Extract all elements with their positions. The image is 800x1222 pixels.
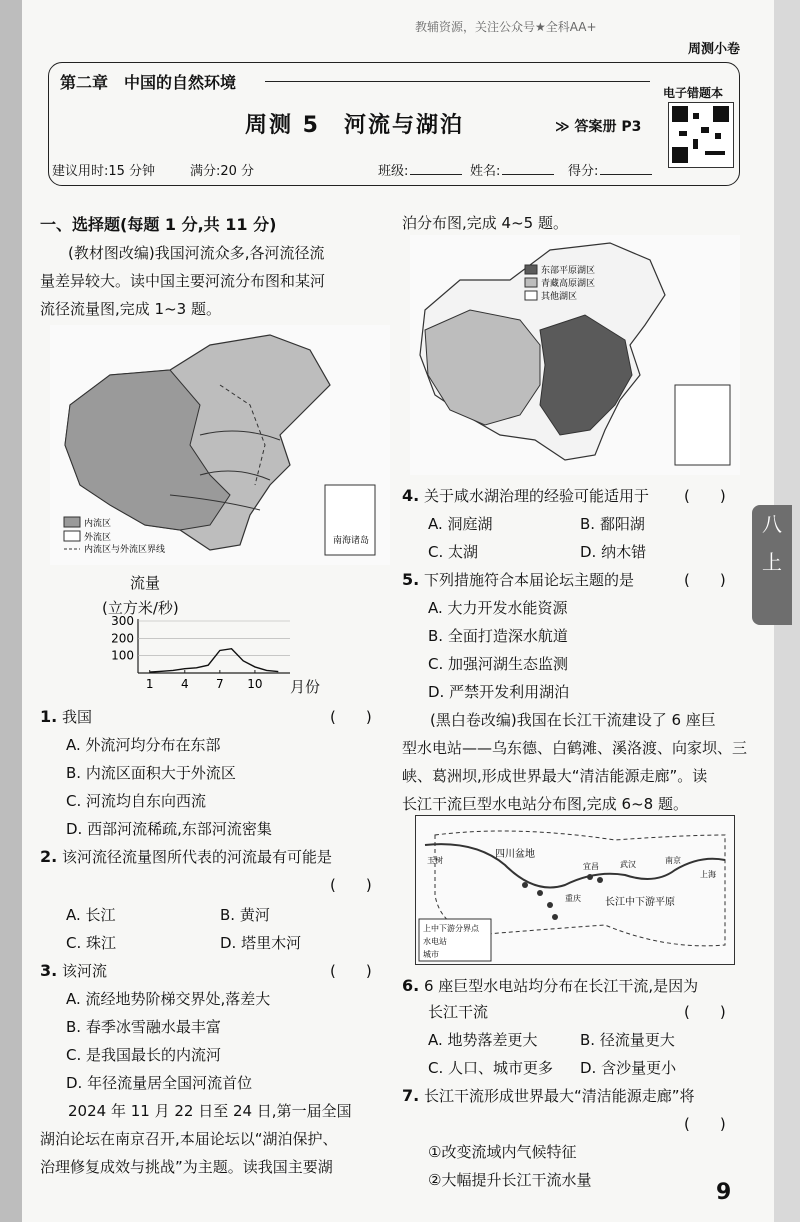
- score-blank[interactable]: [600, 174, 652, 175]
- q1-answer-paren[interactable]: ( ): [330, 708, 372, 726]
- intro3-line-3: 峡、葛洲坝,形成世界最大“清洁能源走廊”。读: [402, 767, 708, 785]
- side-tab-term: 上: [762, 550, 782, 574]
- q7-stem: [402, 1085, 695, 1106]
- legend-city: 城市: [423, 950, 439, 959]
- q4-number: 4.: [402, 486, 420, 505]
- q4-option-c[interactable]: C. 太湖: [428, 543, 479, 561]
- q5-number: 5.: [402, 570, 420, 589]
- q4-option-b[interactable]: B. 鄱阳湖: [580, 515, 645, 533]
- q2-option-d[interactable]: D. 塔里木河: [220, 934, 302, 952]
- q1-option-b[interactable]: B. 内流区面积大于外流区: [66, 764, 236, 782]
- q3-option-a[interactable]: A. 流经地势阶梯交界处,落差大: [66, 990, 271, 1008]
- q6-option-d[interactable]: D. 含沙量更小: [580, 1059, 677, 1077]
- q5-stem: [402, 569, 634, 590]
- q3-option-d[interactable]: D. 年径流量居全国河流首位: [66, 1074, 253, 1092]
- chart-x-tick-label: 1: [145, 677, 154, 690]
- q5-option-b[interactable]: B. 全面打造深水航道: [428, 627, 568, 645]
- intro3-line-4: 长江干流巨型水电站分布图,完成 6~8 题。: [402, 795, 688, 813]
- label-yushu: 玉树: [427, 856, 443, 865]
- legend-inland: 内流区: [84, 519, 112, 529]
- legend-division-point: 上中下游分界点: [423, 924, 479, 933]
- q2-stem: [40, 846, 332, 867]
- score-field[interactable]: [568, 160, 652, 179]
- legend-boundary: 内流区与外流区界线: [84, 545, 166, 555]
- label-shanghai: 上海: [700, 870, 716, 879]
- q6-stem-cont: 长江干流: [428, 1003, 489, 1021]
- name-blank[interactable]: [502, 174, 554, 175]
- label-yichang: 宜昌: [583, 862, 599, 871]
- label-chongqing: 重庆: [565, 894, 581, 903]
- chart-runoff-line: [150, 649, 279, 672]
- q3-text: 该河流: [62, 962, 108, 980]
- q2-option-c[interactable]: C. 珠江: [66, 934, 117, 952]
- q1-option-c[interactable]: C. 河流均自东向西流: [66, 792, 207, 810]
- class-label: 班级:: [378, 164, 409, 179]
- q6-option-b[interactable]: B. 径流量更大: [580, 1031, 675, 1049]
- intro-line-2: 量差异较大。读中国主要河流分布图和某河: [40, 272, 326, 290]
- china-rivers-map: [50, 325, 390, 565]
- page-title: 周测 5 河流与湖泊: [245, 113, 464, 138]
- chart-x-tick-label: 10: [247, 677, 263, 690]
- q7-option-2[interactable]: ②大幅提升长江干流水量: [428, 1171, 592, 1189]
- q6-answer-paren[interactable]: ( ): [684, 1003, 726, 1021]
- q4-text: 关于咸水湖治理的经验可能适用于: [424, 487, 650, 505]
- q7-option-1[interactable]: ①改变流域内气候特征: [428, 1143, 577, 1161]
- q3-stem: [40, 960, 107, 981]
- q3-number: 3.: [40, 961, 58, 980]
- intro2-line-3: 治理修复成效与挑战”为主题。读我国主要湖: [40, 1158, 333, 1176]
- answer-link[interactable]: ≫ 答案册 P3: [555, 119, 642, 135]
- q4-option-d[interactable]: D. 纳木错: [580, 543, 647, 561]
- score-label: 得分:: [568, 164, 599, 179]
- chart-y-tick-label: 100: [111, 648, 134, 663]
- q6-number: 6.: [402, 976, 420, 995]
- china-lakes-map: [410, 235, 740, 475]
- series-label: 周测小卷: [688, 42, 741, 57]
- q3-option-b[interactable]: B. 春季冰雪融水最丰富: [66, 1018, 221, 1036]
- legend-outflow: 外流区: [84, 533, 112, 543]
- chart-x-tick-label: 4: [180, 677, 189, 690]
- q3-answer-paren[interactable]: ( ): [330, 962, 372, 980]
- q5-answer-paren[interactable]: ( ): [684, 571, 726, 589]
- class-blank[interactable]: [410, 174, 462, 175]
- chapter-title: 第二章 中国的自然环境: [60, 73, 237, 92]
- full-score: 满分:20 分: [190, 164, 255, 179]
- label-sichuan-basin: 四川盆地: [495, 849, 535, 860]
- intro2-line-2: 湖泊论坛在南京召开,本届论坛以“湖泊保护、: [40, 1130, 338, 1148]
- q1-option-d[interactable]: D. 西部河流稀疏,东部河流密集: [66, 820, 272, 838]
- q4-stem: [402, 485, 649, 506]
- name-field[interactable]: [470, 160, 554, 179]
- chart-y-tick-label: 200: [111, 631, 134, 646]
- q1-option-a[interactable]: A. 外流河均分布在东部: [66, 736, 221, 754]
- qr-code-icon[interactable]: [668, 102, 734, 168]
- chart-x-unit: 月份: [290, 678, 321, 696]
- name-label: 姓名:: [470, 164, 501, 179]
- q2-option-a[interactable]: A. 长江: [66, 906, 116, 924]
- q6-stem: [402, 975, 698, 996]
- q2-number: 2.: [40, 847, 58, 866]
- q5-option-d[interactable]: D. 严禁开发利用湖泊: [428, 683, 570, 701]
- grade-side-tab: [752, 505, 792, 625]
- q5-text: 下列措施符合本届论坛主题的是: [424, 571, 635, 589]
- q5-option-c[interactable]: C. 加强河湖生态监测: [428, 655, 569, 673]
- label-wuhan: 武汉: [620, 860, 636, 869]
- chart-y-tick-label: 300: [111, 615, 134, 628]
- top-note: 教辅资源，关注公众号★全科AA+: [415, 20, 597, 34]
- qr-label: 电子错题本: [663, 86, 724, 100]
- intro3-line-1: (黑白卷改编)我国在长江干流建设了 6 座巨: [430, 711, 716, 729]
- intro2-line-1: 2024 年 11 月 22 日至 24 日,第一届全国: [68, 1102, 352, 1120]
- page-number: 9: [716, 1180, 732, 1205]
- legend-hydropower: 水电站: [423, 937, 447, 946]
- side-tab-grade: 八: [762, 512, 782, 536]
- class-field[interactable]: [378, 160, 462, 179]
- intro3-line-2: 型水电站——乌东德、白鹤滩、溪洛渡、向家坝、三: [402, 739, 748, 757]
- chart-title: 流量: [130, 574, 161, 592]
- q1-number: 1.: [40, 707, 58, 726]
- q5-option-a[interactable]: A. 大力开发水能资源: [428, 599, 568, 617]
- legend-other-lakes: 其他湖区: [541, 292, 578, 302]
- section-heading: 一、选择题(每题 1 分,共 11 分): [40, 215, 277, 234]
- q2-option-b[interactable]: B. 黄河: [220, 906, 270, 924]
- q4-option-a[interactable]: A. 洞庭湖: [428, 515, 493, 533]
- q2-text: 该河流径流量图所代表的河流最有可能是: [62, 848, 333, 866]
- map1-inset-label: 南海诸岛: [333, 536, 370, 546]
- label-nanjing: 南京: [665, 856, 681, 865]
- intro-line-3: 流径流量图,完成 1~3 题。: [40, 300, 221, 318]
- q2-answer-paren[interactable]: ( ): [330, 876, 372, 894]
- chapter-rule: [265, 81, 650, 82]
- yangtze-hydropower-map: [415, 815, 735, 965]
- page-spine: [0, 0, 22, 1222]
- suggested-time: 建议用时:15 分钟: [52, 164, 156, 179]
- q4-answer-paren[interactable]: ( ): [684, 487, 726, 505]
- legend-east-lakes: 东部平原湖区: [541, 266, 596, 276]
- q1-stem: [40, 706, 92, 727]
- chart-unit: (立方米/秒): [102, 599, 179, 617]
- q6-option-c[interactable]: C. 人口、城市更多: [428, 1059, 554, 1077]
- q1-text: 我国: [62, 708, 93, 726]
- label-yangtze-plain: 长江中下游平原: [605, 897, 675, 908]
- q3-option-c[interactable]: C. 是我国最长的内流河: [66, 1046, 222, 1064]
- intro-line-1: (教材图改编)我国河流众多,各河流径流: [68, 244, 325, 262]
- q7-number: 7.: [402, 1086, 420, 1105]
- legend-plateau-lakes: 青藏高原湖区: [541, 279, 596, 289]
- q7-answer-paren[interactable]: ( ): [684, 1115, 726, 1133]
- chart-x-tick-label: 7: [216, 677, 224, 690]
- q7-text: 长江干流形成世界最大“清洁能源走廊”将: [424, 1087, 695, 1105]
- intro-continued: 泊分布图,完成 4~5 题。: [402, 214, 568, 232]
- q6-text: 6 座巨型水电站均分布在长江干流,是因为: [424, 977, 699, 995]
- q6-option-a[interactable]: A. 地势落差更大: [428, 1031, 538, 1049]
